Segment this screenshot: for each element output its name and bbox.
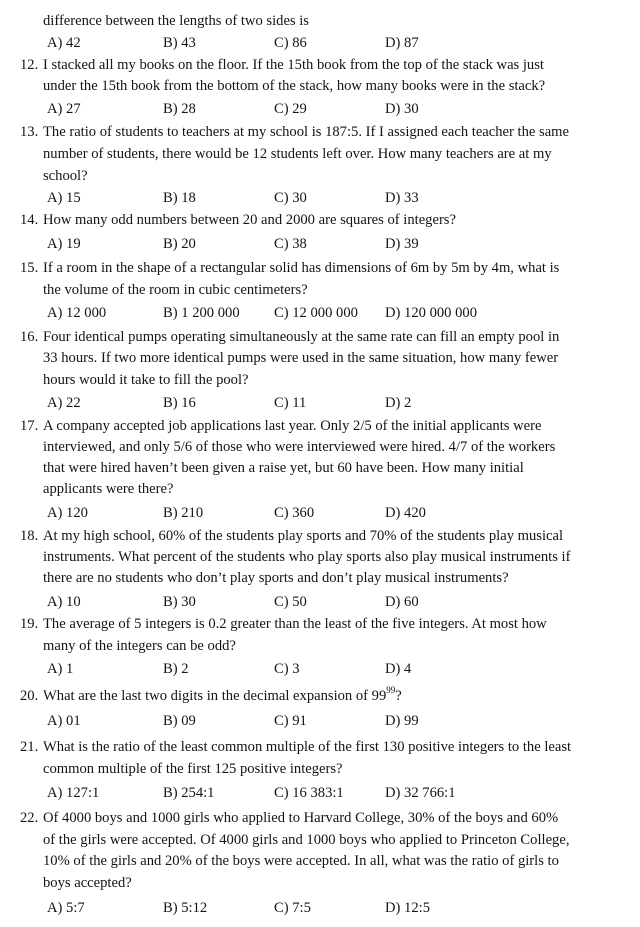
question-number: 19. [20, 616, 39, 632]
question-number: 22. [20, 810, 39, 826]
question-number: 17. [20, 418, 39, 434]
option-a: A) 22 [47, 395, 81, 411]
q21-line-2: common multiple of the first 125 positive integers? [43, 761, 343, 777]
option-c: C) 38 [274, 236, 307, 252]
q17-line-2: interviewed, and only 5/6 of those who were interviewed were hired. 4/7 of the workers [43, 439, 556, 455]
option-b: B) 16 [163, 395, 196, 411]
exponent: 99 [386, 685, 396, 696]
option-b: B) 20 [163, 236, 196, 252]
option-b: B) 210 [163, 505, 204, 521]
q19-line-2: many of the integers can be odd? [43, 638, 236, 654]
question-number: 18. [20, 528, 39, 544]
option-c: C) 7:5 [274, 900, 311, 916]
option-b: B) 5:12 [163, 900, 208, 916]
option-c: C) 50 [274, 594, 307, 610]
q17-line-1: 17. A company accepted job applications last year. Only 2/5 of the initial applicants were [0, 416, 640, 437]
q18-line-3: there are no students who don’t play sports and don’t play musical instruments? [43, 570, 509, 586]
option-a: A) 01 [47, 713, 81, 729]
option-a: A) 15 [47, 190, 81, 206]
option-d: D) 32 766:1 [385, 785, 456, 801]
q22-line-3: 10% of the girls and 20% of the boys were accepted. In all, what was the ratio of girls to [43, 853, 559, 869]
option-d: D) 120 000 000 [385, 305, 478, 321]
q16-line-1: 16. Four identical pumps operating simultaneously at the same rate can fill an empty pool in [0, 327, 640, 348]
option-b: B) 43 [163, 35, 196, 51]
q22-line-2: of the girls were accepted. Of 4000 girls and 1000 boys who applied to Princeton College, [43, 832, 570, 848]
q20-line-1: 20. What are the last two digits in the decimal expansion of $99^{99}$? [0, 686, 640, 707]
q22-line-1: 22. Of 4000 boys and 1000 girls who applied to Harvard College, 30% of the boys and 60% [0, 808, 640, 829]
option-d: D) 60 [385, 594, 419, 610]
q11-text-line: difference between the lengths of two sides is [43, 13, 309, 29]
option-c: C) 12 000 000 [274, 305, 358, 321]
q15-line-2: the volume of the room in cubic centimeters? [43, 282, 308, 298]
option-b: B) 09 [163, 713, 196, 729]
option-c: C) 30 [274, 190, 307, 206]
q15-options [0, 303, 640, 324]
q22-options [0, 898, 640, 919]
option-c: C) 16 383:1 [274, 785, 344, 801]
option-b: B) 254:1 [163, 785, 215, 801]
q17-line-4: applicants were there? [43, 481, 174, 497]
q19-line-1: 19. The average of 5 integers is 0.2 greater than the least of the five integers. At most how [0, 614, 640, 635]
option-d: D) 420 [385, 505, 426, 521]
question-number: 14. [20, 212, 39, 228]
option-a: A) 127:1 [47, 785, 100, 801]
option-c: C) 86 [274, 35, 307, 51]
q12-line-1: 12. I stacked all my books on the floor. If the 15th book from the top of the stack was just [0, 55, 640, 76]
q14-line-1: 14. How many odd numbers between 20 and 2000 are squares of integers? [0, 210, 640, 231]
option-d: D) 39 [385, 236, 419, 252]
option-d: D) 12:5 [385, 900, 430, 916]
option-d: D) 30 [385, 101, 419, 117]
option-a: A) 120 [47, 505, 88, 521]
q18-line-1: 18. At my high school, 60% of the students play sports and 70% of the students play musical [0, 526, 640, 547]
q21-options [0, 783, 640, 804]
question-number: 20. [20, 688, 39, 704]
q19-options [0, 659, 640, 680]
q18-line-2: instruments. What percent of the students who play sports also play musical instruments if [43, 549, 571, 565]
option-a: A) 1 [47, 661, 74, 677]
question-number: 21. [20, 739, 39, 755]
option-d: D) 87 [385, 35, 419, 51]
q18-options [0, 592, 640, 613]
q15-line-1: 15. If a room in the shape of a rectangular solid has dimensions of 6m by 5m by 4m, what is [0, 258, 640, 279]
q20-options [0, 711, 640, 732]
question-number: 16. [20, 329, 39, 345]
option-d: D) 99 [385, 713, 419, 729]
option-b: B) 18 [163, 190, 196, 206]
q13-line-1: 13. The ratio of students to teachers at my school is 187:5. If I assigned each teacher the same [0, 122, 640, 143]
q17-line-3: that were hired haven’t been given a raise yet, but 60 have been. How many initial [43, 460, 524, 476]
q21-line-1: 21. What is the ratio of the least common multiple of the first 130 positive integers to the least [0, 737, 640, 758]
q12-options [0, 99, 640, 120]
option-c: C) 29 [274, 101, 307, 117]
q16-line-3: hours would it take to fill the pool? [43, 372, 249, 388]
q12-line-2: under the 15th book from the bottom of the stack, how many books were in the stack? [43, 78, 546, 94]
question-number: 13. [20, 124, 39, 140]
q14-options [0, 234, 640, 255]
q17-options [0, 503, 640, 524]
option-c: C) 360 [274, 505, 315, 521]
q16-line-2: 33 hours. If two more identical pumps were used in the same situation, how many fewer [43, 350, 559, 366]
q13-line-2: number of students, there would be 12 students left over. How many teachers are at my [43, 146, 552, 162]
option-c: C) 91 [274, 713, 307, 729]
q13-options [0, 188, 640, 209]
option-a: A) 5:7 [47, 900, 85, 916]
option-b: B) 30 [163, 594, 196, 610]
option-b: B) 2 [163, 661, 189, 677]
q16-options [0, 393, 640, 414]
question-number: 12. [20, 57, 39, 73]
option-c: C) 11 [274, 395, 307, 411]
option-a: A) 19 [47, 236, 81, 252]
option-d: D) 33 [385, 190, 419, 206]
option-a: A) 27 [47, 101, 81, 117]
option-a: A) 42 [47, 35, 81, 51]
option-d: D) 2 [385, 395, 412, 411]
q13-line-3: school? [43, 168, 88, 184]
q22-line-4: boys accepted? [43, 875, 132, 891]
option-c: C) 3 [274, 661, 300, 677]
q11-options [0, 33, 640, 54]
option-a: A) 10 [47, 594, 81, 610]
option-a: A) 12 000 [47, 305, 107, 321]
option-b: B) 28 [163, 101, 196, 117]
option-d: D) 4 [385, 661, 412, 677]
question-number: 15. [20, 260, 39, 276]
option-b: B) 1 200 000 [163, 305, 240, 321]
